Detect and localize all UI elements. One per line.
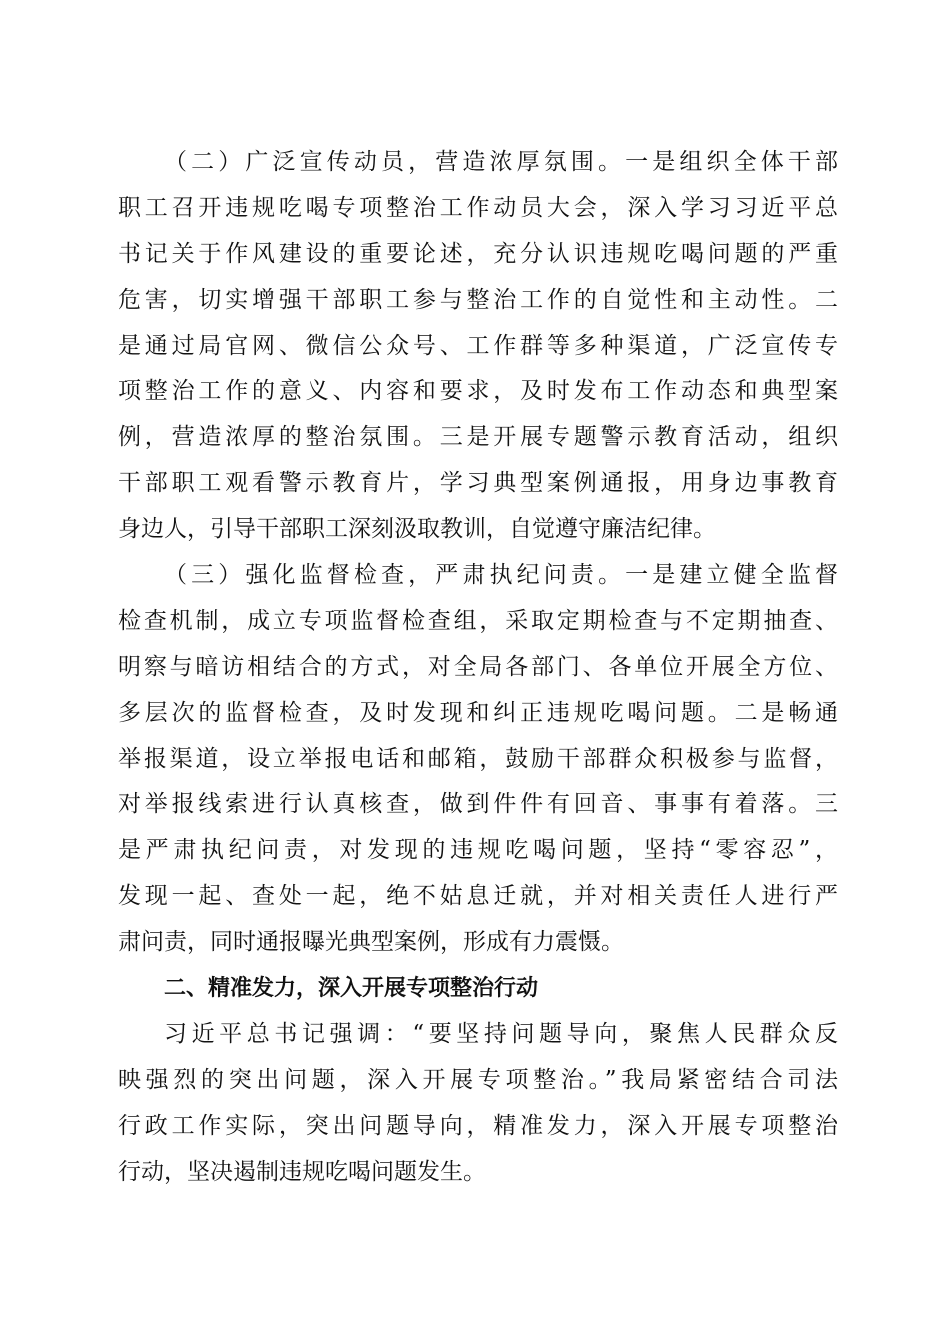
text-line: 习近平总书记强调：“要坚持问题导向，聚焦人民群众反 xyxy=(164,1020,838,1047)
text-line: 职工召开违规吃喝专项整治工作动员大会，深入学习习近平总 xyxy=(118,194,838,221)
text-line: 干部职工观看警示教育片，学习典型案例通报，用身边事教育 xyxy=(118,470,838,497)
paragraph-supervision xyxy=(118,553,838,966)
text-line: 映强烈的突出问题，深入开展专项整治。”我局紧密结合司法 xyxy=(118,1066,838,1093)
document-body xyxy=(118,140,838,1195)
text-line: 发现一起、查处一起，绝不姑息迁就，并对相关责任人进行严 xyxy=(118,883,838,910)
text-line: 危害，切实增强干部职工参与整治工作的自觉性和主动性。二 xyxy=(118,286,838,313)
text-line: 身边人，引导干部职工深刻汲取教训，自觉遵守廉洁纪律。 xyxy=(118,516,716,543)
paragraph-publicity xyxy=(118,140,838,553)
text-line: 明察与暗访相结合的方式，对全局各部门、各单位开展全方位、 xyxy=(118,653,838,680)
text-line: （二）广泛宣传动员，营造浓厚氛围。一是组织全体干部 xyxy=(164,149,838,175)
text-line: 项整治工作的意义、内容和要求，及时发布工作动态和典型案 xyxy=(118,378,838,405)
text-line: 多层次的监督检查，及时发现和纠正违规吃喝问题。二是畅通 xyxy=(118,699,838,726)
text-line: 举报渠道，设立举报电话和邮箱，鼓励干部群众积极参与监督， xyxy=(118,745,838,772)
text-line: 行动，坚决遏制违规吃喝问题发生。 xyxy=(118,1158,486,1185)
text-line: 是通过局官网、微信公众号、工作群等多种渠道，广泛宣传专 xyxy=(118,332,838,359)
text-line: 是严肃执纪问责，对发现的违规吃喝问题，坚持“零容忍”， xyxy=(118,837,838,864)
text-line: （三）强化监督检查，严肃执纪问责。一是建立健全监督 xyxy=(164,562,838,589)
paragraph-quote xyxy=(118,1012,838,1196)
text-line: 检查机制，成立专项监督检查组，采取定期检查与不定期抽查、 xyxy=(118,607,838,634)
text-line: 肃问责，同时通报曝光典型案例，形成有力震慑。 xyxy=(118,929,624,956)
text-line: 对举报线索进行认真核查，做到件件有回音、事事有着落。三 xyxy=(118,791,838,818)
text-line: 例，营造浓厚的整治氛围。三是开展专题警示教育活动，组织 xyxy=(118,424,838,451)
text-line: 行政工作实际，突出问题导向，精准发力，深入开展专项整治 xyxy=(118,1112,838,1139)
text-line: 书记关于作风建设的重要论述，充分认识违规吃喝问题的严重 xyxy=(118,240,838,267)
section-heading: 二、精准发力，深入开展专项整治行动 xyxy=(164,976,539,1002)
